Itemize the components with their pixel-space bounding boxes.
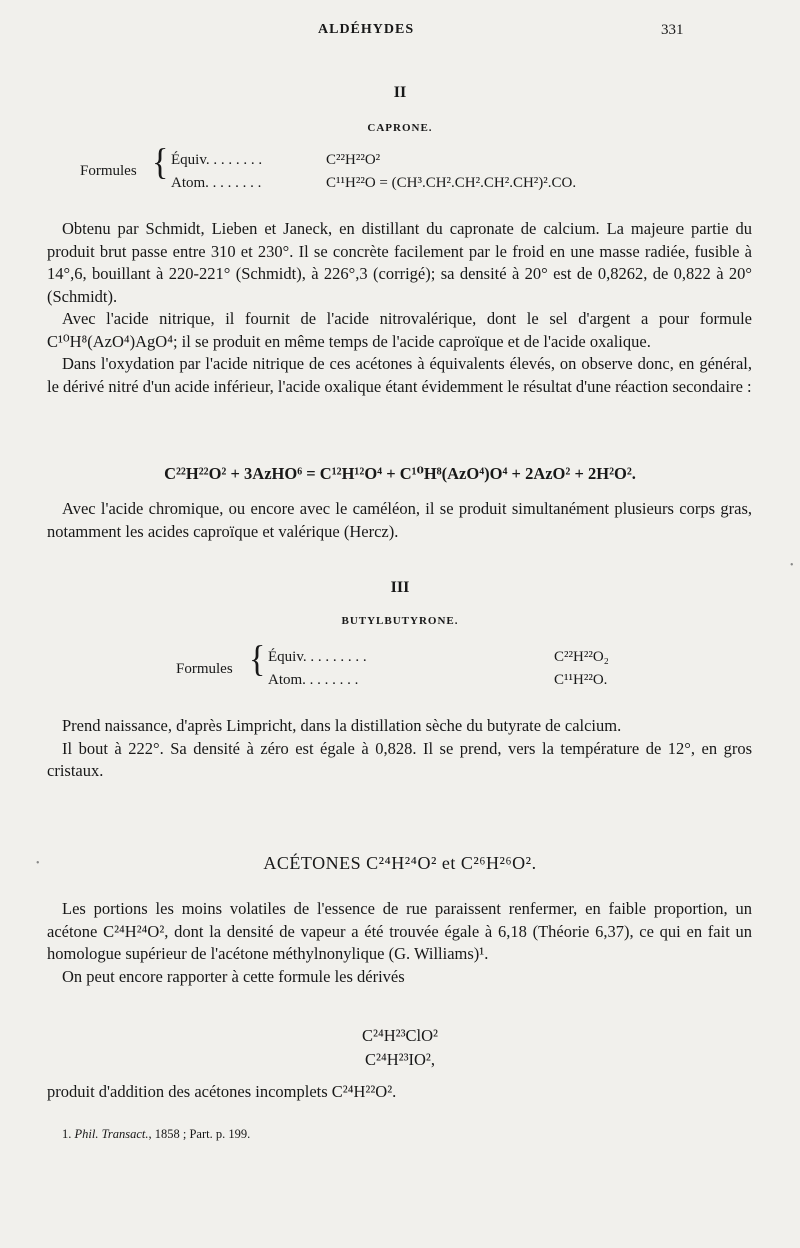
brace-2: {: [152, 142, 169, 183]
section-title-caprone: CAPRONE.: [367, 122, 433, 134]
paragraph: Avec l'acide chromique, ou encore avec le caméléon, il se produit simultanément plusieurs corps gras, notamment les acides caproïque et valérique (Hercz).: [47, 499, 752, 541]
equiv-value-3: C²²H²²O₂: [554, 649, 609, 665]
print-speck: •: [790, 560, 794, 571]
print-speck: •: [36, 858, 40, 869]
section-title-butylbutyrone: BUTYLBUTYRONE.: [341, 615, 459, 627]
equiv-value-2: C²²H²²O²: [326, 152, 381, 168]
atom-value-2: C¹¹H²²O = (CH³.CH².CH².CH².CH²)².CO.: [326, 175, 577, 191]
paragraph: Il bout à 222°. Sa densité à zéro est égale à 0,828. Il se prend, vers la température de 12°, en gros cristaux.: [47, 738, 752, 780]
atom-label-3: Atom. . . . . . . .: [268, 672, 359, 688]
acetones-text: [47, 898, 752, 988]
paragraph: Prend naissance, d'après Limpricht, dans la distillation sèche du butyrate de calcium.: [62, 716, 622, 735]
running-title: ALDÉHYDES: [318, 22, 415, 37]
brace-3: {: [249, 639, 266, 680]
oxidation-equation: C²²H²²O² + 3AzHO⁶ = C¹²H¹²O⁴ + C¹⁰H⁸(AzO⁴)O⁴ + 2AzO² + 2H²O².: [164, 464, 636, 483]
paragraph: Avec l'acide nitrique, il fournit de l'acide nitrovalérique, dont le sel d'argent a pour formule C¹⁰H⁸(AzO⁴)AgO⁴; il se produit en même temps de l'acide caproïque et de l'acide oxalique.: [47, 309, 752, 351]
atom-label-2: Atom. . . . . . . .: [171, 175, 262, 191]
derivative-formula-2: C²⁴H²³IO²,: [365, 1050, 435, 1069]
footnote-detail: , 1858 ; Part. p. 199.: [148, 1127, 251, 1141]
paragraph: Obtenu par Schmidt, Lieben et Janeck, en distillant du capronate de calcium. La majeure partie du produit brut passe entre 310 et 230°. Il se concrète facilement par le froid en une masse radiée, fusible à 14°,6, bouillant à 220-221° (Schmidt), à 226°,3 (corrigé); sa densité à 20° est de 0,8262, de 0,822 à 20° (Schmidt).: [47, 219, 752, 306]
caprone-text-after: [47, 498, 752, 543]
paragraph: Les portions les moins volatiles de l'essence de rue paraissent renfermer, en faible proportion, un acétone C²⁴H²⁴O², dont la densité de vapeur a été trouvée égale à 6,18 (Théorie 6,37), ce qui en fait un homologue supérieur de l'acétone méthylnonylique (G. Williams)¹.: [47, 899, 752, 963]
paragraph: produit d'addition des acétones incomplets C²⁴H²²O².: [47, 1082, 397, 1101]
formulas-label-2: Formules: [80, 163, 137, 179]
acetones-heading: ACÉTONES C²⁴H²⁴O² et C²⁶H²⁶O².: [263, 853, 537, 873]
equiv-label-3: Équiv. . . . . . . . .: [268, 649, 367, 665]
section-number-2: II: [393, 84, 407, 101]
acetones-closing: [47, 1081, 752, 1104]
formulas-label-3: Formules: [176, 661, 233, 677]
footnote-marker: 1.: [62, 1127, 72, 1141]
paragraph: Dans l'oxydation par l'acide nitrique de ces acétones à équivalents élevés, on observe donc, en général, le dérivé nitré d'un acide inférieur, l'acide oxalique étant évidemment le résultat d'une réaction secondaire :: [47, 354, 752, 396]
equiv-label-2: Équiv. . . . . . . .: [171, 152, 263, 168]
footnote-source: Phil. Transact.: [74, 1127, 149, 1141]
page-number: 331: [661, 22, 684, 38]
caprone-text: [47, 218, 752, 398]
section-number-3: III: [390, 579, 410, 596]
butylbutyrone-text: [47, 715, 752, 783]
footnote: [62, 1127, 250, 1142]
derivative-formula-1: C²⁴H²³ClO²: [362, 1026, 438, 1045]
atom-value-3: C¹¹H²²O.: [554, 672, 608, 688]
paragraph: On peut encore rapporter à cette formule les dérivés: [62, 966, 405, 986]
